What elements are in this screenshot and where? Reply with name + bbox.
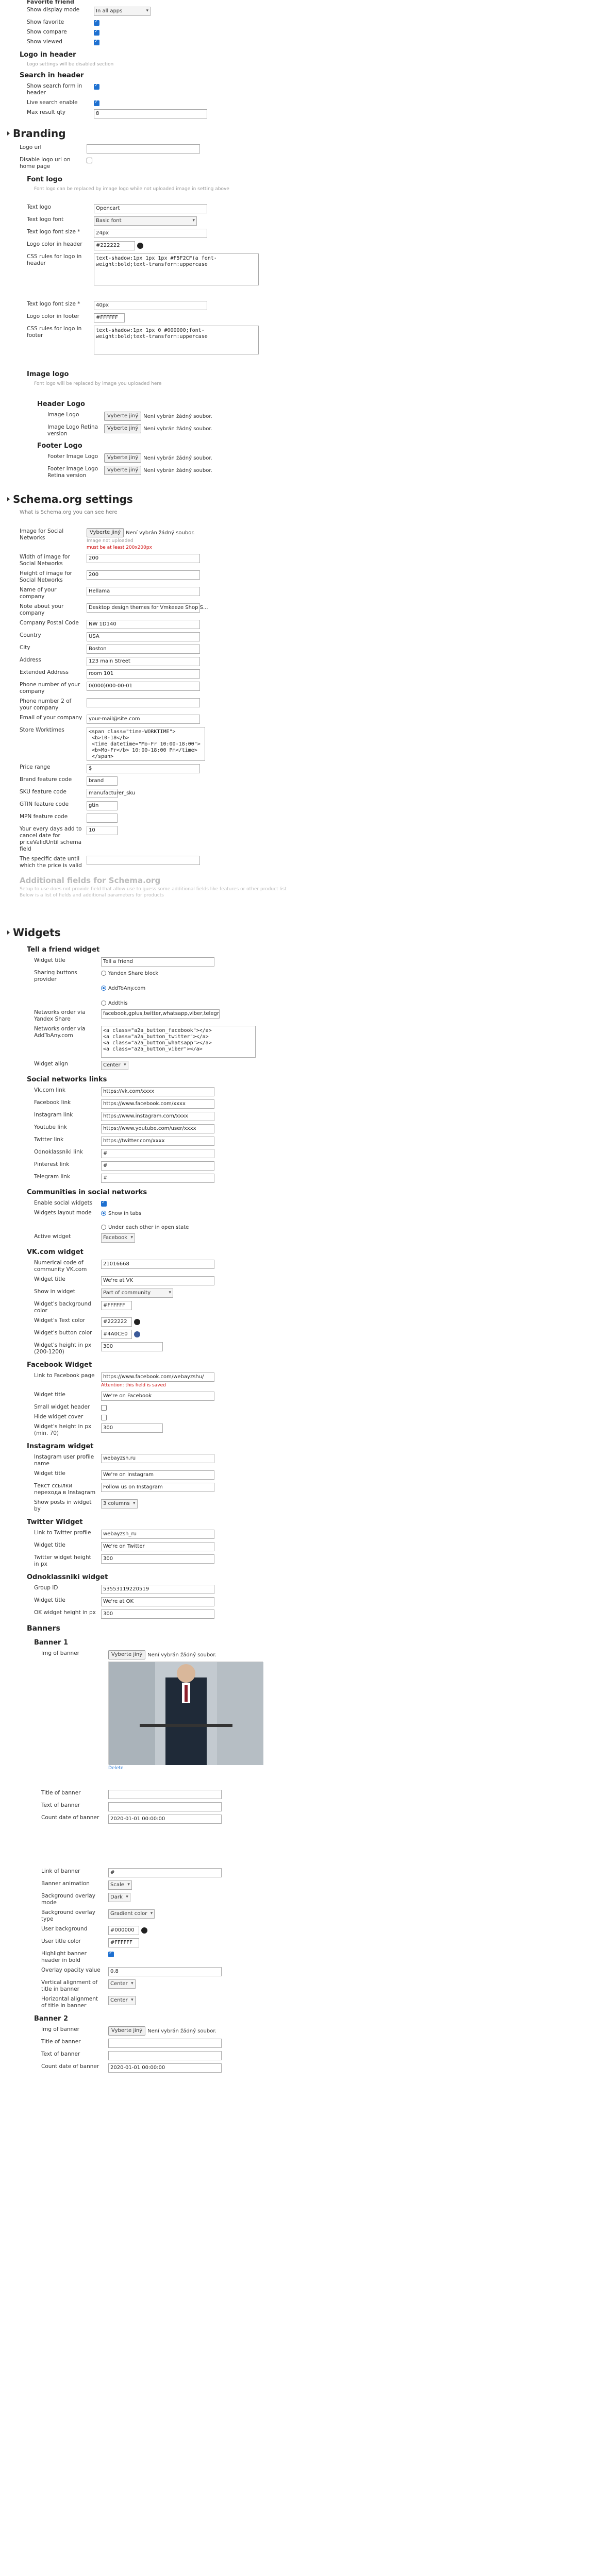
banner1-anim-label: Banner animation	[41, 1880, 90, 1887]
max-result-input[interactable]: 8	[94, 109, 207, 118]
branding-title-row[interactable]	[0, 120, 600, 143]
tg-link-label: Telegram link	[34, 1174, 71, 1180]
show-compare-label: Show compare	[27, 29, 67, 35]
about-label: Note about your company	[20, 603, 64, 616]
layout-opt1-radio[interactable]	[101, 1211, 106, 1216]
header-logo-heading: Header Logo	[37, 400, 85, 408]
banner1-highlight-label: Highlight banner header in bold	[41, 1951, 87, 1963]
widget-align-label: Widget align	[34, 1061, 68, 1067]
image-logo-retina-label: Image Logo Retina version	[47, 424, 98, 437]
banner1-opacity-label: Overlay opacity value	[41, 1967, 101, 1973]
banner2-img-label: Img of banner	[41, 2026, 79, 2032]
disable-logo-checkbox[interactable]	[87, 158, 92, 163]
image-logo-retina-browse-button[interactable]: Vyberte jiný	[104, 424, 141, 433]
fbw-title-label: Widget title	[34, 1392, 65, 1398]
banner1-date-input[interactable]: 2020-01-01 00:00:00	[108, 1815, 222, 1824]
layout-opt2-label: Under each other in open state	[108, 1224, 189, 1230]
igw-follow-label: Текст ссылки перехода в Instagram	[34, 1483, 96, 1496]
font-logo-hint: Font logo can be replaced by image logo while not uploaded image in setting above	[34, 187, 229, 192]
share-provider-label: Sharing buttons provider	[34, 970, 77, 982]
banners-heading: Banners	[27, 1624, 60, 1633]
addl-heading: Additional fields for Schema.org	[20, 876, 161, 885]
banner2-heading: Banner 2	[34, 2015, 68, 2023]
fbw-cover-checkbox[interactable]	[101, 1415, 107, 1420]
days-input[interactable]: 10	[87, 826, 118, 835]
vk-id-input[interactable]: 21016668	[101, 1260, 214, 1269]
tell-heading: Tell a friend widget	[27, 946, 100, 954]
logo-color-header-input[interactable]: #222222	[94, 241, 135, 250]
image-social-no-file: Není vybrán žádný soubor.	[126, 530, 195, 536]
logo-header-heading: Logo in header	[20, 51, 76, 59]
text-logo-size-input[interactable]: 24px	[94, 229, 207, 238]
gtin-label: GTIN feature code	[20, 801, 69, 807]
fb-link-label: Facebook link	[34, 1099, 71, 1106]
tww-height-label: Twitter widget height in px	[34, 1554, 91, 1567]
collapse-triangle-icon	[7, 497, 10, 501]
fbw-cover-label: Hide widget cover	[34, 1414, 84, 1420]
tell-title-label: Widget title	[34, 957, 65, 963]
sku-label: SKU feature code	[20, 789, 66, 795]
image-logo-hint: Font logo will be replaced by image you uploaded here	[34, 381, 162, 386]
text-logo-input[interactable]: Opencart	[94, 204, 207, 213]
image-logo-retina-no-file: Není vybrán žádný soubor.	[143, 426, 212, 432]
color-swatch-icon[interactable]	[141, 1927, 147, 1934]
city-input[interactable]: Boston	[87, 645, 200, 654]
banner-photo-icon	[109, 1662, 263, 1765]
vk-title-label: Widget title	[34, 1276, 65, 1282]
tww-title-input[interactable]: We're on Twitter	[101, 1542, 214, 1551]
banner1-opacity-input[interactable]: 0.8	[108, 1967, 222, 1976]
company-label: Name of your company	[20, 587, 57, 600]
igw-follow-input[interactable]: Follow us on Instagram	[101, 1483, 214, 1492]
banner2-no-file: Není vybrán žádný soubor.	[147, 2028, 216, 2034]
show-search-checkbox[interactable]	[94, 84, 99, 90]
schema-title-row[interactable]	[0, 486, 600, 509]
banner1-link-input[interactable]: #	[108, 1868, 222, 1877]
ok-link-input[interactable]: #	[101, 1149, 214, 1158]
height-input[interactable]: 200	[87, 570, 200, 580]
specific-date-input[interactable]	[87, 856, 200, 865]
vk-id-label: Numerical code of community VK.com	[34, 1260, 87, 1273]
social-heading: Social networks links	[27, 1076, 107, 1083]
banner1-bg-type-label: Background overlay type	[41, 1909, 95, 1922]
css-header-textarea[interactable]: text-shadow:1px 1px 1px #F5F2CF(a font-weight:bold;text-transform:uppercase	[94, 253, 259, 285]
banner1-date-label: Count date of banner	[41, 1815, 99, 1821]
image-logo-heading: Image logo	[27, 370, 69, 378]
fbw-link-label: Link to Facebook page	[34, 1372, 95, 1379]
banner1-valign-select[interactable]: Center ▾	[108, 1979, 136, 1989]
banner1-delete-link[interactable]: Delete	[108, 1766, 124, 1771]
fbw-warning: Attention: this field is saved	[101, 1383, 166, 1388]
footer-logo-no-file: Není vybrán žádný soubor.	[143, 455, 212, 461]
banner1-title-label: Title of banner	[41, 1790, 81, 1796]
email-label: Email of your company	[20, 715, 82, 721]
banner1-bg-mode-label: Background overlay mode	[41, 1893, 95, 1906]
share-opt1-label: Yandex Share block	[108, 970, 159, 976]
enable-social-label: Enable social widgets	[34, 1200, 93, 1206]
igw-photos-label: Show posts in widget by	[34, 1499, 92, 1512]
postal-label: Company Postal Code	[20, 620, 79, 626]
text-logo-size-footer-input[interactable]: 40px	[94, 301, 207, 310]
banner1-user-bg-label: User background	[41, 1926, 88, 1932]
brand-input[interactable]: brand	[87, 776, 118, 786]
vk-title-input[interactable]: We're at VK	[101, 1276, 214, 1285]
fb-link-input[interactable]: https://www.facebook.com/xxxx	[101, 1099, 214, 1109]
color-swatch-icon[interactable]	[134, 1319, 140, 1325]
footer-logo-browse-button[interactable]: Vyberte jiný	[104, 453, 141, 463]
layout-opt1-label: Show in tabs	[108, 1210, 142, 1216]
display-mode-select[interactable]: In all apps ▾	[94, 7, 151, 16]
banner1-user-title-label: User title color	[41, 1938, 81, 1944]
addl-text1: Setup to use does not provide field that allow use to guess some additional fields like features or other product list	[20, 887, 287, 892]
show-compare-checkbox[interactable]	[94, 30, 99, 36]
image-logo-no-file: Není vybrán žádný soubor.	[143, 413, 212, 419]
company-input[interactable]: Hellama	[87, 587, 200, 596]
ok-widget-heading: Odnoklassniki widget	[27, 1573, 108, 1581]
okw-group-label: Group ID	[34, 1585, 58, 1591]
vk-btn-color-input[interactable]: #4A0CE0	[101, 1330, 132, 1339]
igw-title-input[interactable]: We're on Instagram	[101, 1470, 214, 1480]
image-logo-browse-button[interactable]: Vyberte jiný	[104, 412, 141, 421]
show-viewed-checkbox[interactable]	[94, 40, 99, 45]
banner1-text-label: Text of banner	[41, 1802, 80, 1808]
text-logo-size-label: Text logo font size *	[27, 229, 80, 235]
pin-link-label: Pinterest link	[34, 1161, 70, 1167]
banner1-link-label: Link of banner	[41, 1868, 80, 1874]
okw-height-label: OK widget height in px	[34, 1609, 96, 1616]
schema-intro: What is Schema.org you can see here	[20, 510, 118, 515]
tw-link-label: Twitter link	[34, 1137, 64, 1143]
fav-section	[27, 0, 600, 47]
banner1-text-input[interactable]	[108, 1802, 222, 1811]
logo-color-footer-label: Logo color in footer	[27, 313, 80, 319]
vk-show-label: Show in widget	[34, 1289, 75, 1295]
ig-widget-heading: Instagram widget	[27, 1443, 94, 1450]
igw-photos-select[interactable]: 3 columns ▾	[101, 1499, 138, 1509]
share-opt2-radio[interactable]	[101, 986, 106, 991]
logo-url-label: Logo url	[20, 144, 42, 150]
phone-label: Phone number of your company	[20, 682, 80, 694]
address-label: Address	[20, 657, 41, 663]
widgets-title-row[interactable]	[0, 919, 600, 942]
widget-align-select[interactable]: Center ▾	[101, 1061, 128, 1070]
fbw-height-label: Widget's height in px (min. 70)	[34, 1423, 92, 1436]
width-input[interactable]: 200	[87, 554, 200, 563]
active-widget-select[interactable]: Facebook ▾	[101, 1233, 135, 1243]
banner1-img-label: Img of banner	[41, 1650, 79, 1656]
vk-bg-input[interactable]: #FFFFFF	[101, 1301, 132, 1310]
vk-link-label: Vk.com link	[34, 1087, 65, 1093]
banner1-bg-mode-select[interactable]: Dark ▾	[108, 1893, 130, 1902]
price-label: Price range	[20, 764, 51, 770]
vk-height-label: Widget's height in px (200-1200)	[34, 1342, 92, 1355]
banner1-highlight-checkbox[interactable]	[108, 1952, 114, 1957]
fav-heading: Favorite friend	[27, 0, 74, 5]
footer-logo-heading: Footer Logo	[37, 442, 82, 450]
networks-yandex-label: Networks order via Yandex Share	[34, 1009, 86, 1022]
show-search-label: Show search form in header	[27, 83, 82, 96]
banner2-title-input[interactable]	[108, 2039, 222, 2048]
networks-addtoany-label: Networks order via AddToAny.com	[34, 1026, 86, 1039]
logo-color-header-label: Logo color in header	[27, 241, 82, 247]
live-search-label: Live search enable	[27, 99, 78, 106]
share-opt2-label: AddToAny.com	[108, 985, 146, 991]
banner1-halign-select[interactable]: Center ▾	[108, 1996, 136, 2005]
days-label: Your every days add to cancel date for priceValidUntil schema field	[20, 826, 82, 852]
fbw-height-input[interactable]: 300	[101, 1423, 163, 1433]
text-logo-size-footer-label: Text logo font size *	[27, 301, 80, 307]
banner2-text-label: Text of banner	[41, 2051, 80, 2057]
mpn-label: MPN feature code	[20, 814, 68, 820]
collapse-triangle-icon	[7, 131, 10, 135]
banner1-no-file: Není vybrán žádný soubor.	[147, 1652, 216, 1658]
show-favorite-label: Show favorite	[27, 19, 64, 25]
banner1-title-input[interactable]	[108, 1790, 222, 1799]
footer-image-logo-label: Footer Image Logo	[47, 453, 98, 460]
banner2-date-input[interactable]: 2020-01-01 00:00:00	[108, 2063, 222, 2073]
igw-title-label: Widget title	[34, 1470, 65, 1477]
pin-link-input[interactable]: #	[101, 1161, 214, 1171]
vk-btn-color-label: Widget's button color	[34, 1330, 92, 1336]
tww-link-input[interactable]: webayzsh_ru	[101, 1530, 214, 1539]
tw-link-input[interactable]: https://twitter.com/xxxx	[101, 1137, 214, 1146]
worktime-textarea[interactable]: <span class="time-WORKTIME"> <b>10-18</b> <time datetime="Mo-Fr 10:00-18:00"> <b>Mo-Fr</b> 10:00-18:00 Pm</time> </span>	[87, 727, 205, 761]
yt-link-input[interactable]: https://www.youtube.com/user/xxxx	[101, 1124, 214, 1133]
show-viewed-label: Show viewed	[27, 39, 62, 45]
vk-widget-heading: VK.com widget	[27, 1248, 84, 1256]
disable-logo-label: Disable logo url on home page	[20, 157, 71, 170]
country-input[interactable]: USA	[87, 632, 200, 641]
vk-link-input[interactable]: https://vk.com/xxxx	[101, 1087, 214, 1096]
addl-text2: Below is a list of fields and additional parameters for products	[20, 893, 164, 898]
text-logo-font-select[interactable]: Basic font ▾	[94, 216, 197, 226]
image-social-hint: Image not uploaded	[87, 538, 134, 544]
display-mode-label: Show display mode	[27, 7, 80, 13]
width-label: Width of image for Social Networks	[20, 554, 70, 567]
ext-address-input[interactable]: room 101	[87, 669, 200, 679]
ig-link-label: Instagram link	[34, 1112, 73, 1118]
banner2-browse-button[interactable]: Vyberte jiný	[108, 2026, 145, 2036]
sku-input[interactable]: manufacturer_sku	[87, 789, 118, 798]
layout-label: Widgets layout mode	[34, 1210, 92, 1216]
layout-opt2-radio[interactable]	[101, 1225, 106, 1230]
banner1-image	[108, 1662, 263, 1765]
phone2-label: Phone number 2 of your company	[20, 698, 72, 711]
about-input[interactable]: Desktop design themes for Vmkeeze Shop S...	[87, 603, 200, 613]
text-logo-font-label: Text logo font	[27, 216, 64, 223]
branding-title: Branding	[13, 127, 66, 140]
tww-height-input[interactable]: 300	[101, 1554, 214, 1564]
phone2-input[interactable]	[87, 698, 200, 707]
country-label: Country	[20, 632, 41, 638]
show-favorite-checkbox[interactable]	[94, 20, 99, 26]
height-label: Height of image for Social Networks	[20, 570, 72, 583]
active-widget-label: Active widget	[34, 1233, 71, 1240]
banner2-date-label: Count date of banner	[41, 2063, 99, 2070]
fbw-title-input[interactable]: We're on Facebook	[101, 1392, 214, 1401]
worktime-label: Store Worktimes	[20, 727, 64, 733]
okw-title-label: Widget title	[34, 1597, 65, 1603]
widgets-title: Widgets	[13, 926, 61, 939]
tg-link-input[interactable]: #	[101, 1174, 214, 1183]
fbw-small-label: Small widget header	[34, 1404, 90, 1410]
color-swatch-icon[interactable]	[137, 243, 143, 249]
ext-address-label: Extended Address	[20, 669, 69, 675]
live-search-checkbox[interactable]	[94, 100, 99, 106]
phone-input[interactable]: 0(000)000-00-01	[87, 682, 200, 691]
okw-group-input[interactable]: 53553119220519	[101, 1585, 214, 1594]
color-swatch-icon[interactable]	[134, 1331, 140, 1337]
vk-text-color-input[interactable]: #222222	[101, 1317, 132, 1327]
css-header-label: CSS rules for logo in header	[27, 253, 82, 266]
font-logo-heading: Font logo	[27, 176, 62, 183]
igw-user-label: Instagram user profile name	[34, 1454, 94, 1467]
banner1-valign-label: Vertical alignment of title in banner	[41, 1979, 98, 1992]
tww-title-label: Widget title	[34, 1542, 65, 1548]
banner1-bg-type-select[interactable]: Gradient color ▾	[108, 1909, 155, 1919]
networks-addtoany-textarea[interactable]: <a class="a2a_button_facebook"></a> <a class="a2a_button_twitter"></a> <a class="a2a_button_whatsapp"></a> <a class="a2a_button_viber"></a>	[101, 1026, 256, 1058]
collapse-triangle-icon	[7, 930, 10, 935]
ok-link-label: Odnoklassniki link	[34, 1149, 83, 1155]
fbw-link-input[interactable]: https://www.facebook.com/webayzshu/	[101, 1372, 214, 1382]
gtin-input[interactable]: gtin	[87, 801, 118, 810]
banner1-browse-button[interactable]: Vyberte jiný	[108, 1650, 145, 1659]
banner2-text-input[interactable]	[108, 2051, 222, 2060]
banner1-halign-label: Horizontal alignment of title in banner	[41, 1996, 98, 2009]
logo-color-footer-input[interactable]: #FFFFFF	[94, 313, 125, 323]
footer-logo-retina-browse-button[interactable]: Vyberte jiný	[104, 466, 141, 475]
tw-widget-heading: Twitter Widget	[27, 1518, 83, 1526]
okw-height-input[interactable]: 300	[101, 1609, 214, 1619]
search-header-heading: Search in header	[20, 72, 84, 79]
logo-header-hint: Logo settings will be disabled section	[27, 62, 114, 67]
specific-date-label: The specific date until which the price is valid	[20, 856, 82, 869]
fbw-small-checkbox[interactable]	[101, 1405, 107, 1411]
banner1-user-bg-input[interactable]: #000000	[108, 1926, 139, 1935]
tww-link-label: Link to Twitter profile	[34, 1530, 91, 1536]
max-result-label: Max result qty	[27, 109, 66, 115]
postal-input[interactable]: NW 1D140	[87, 620, 200, 629]
city-label: City	[20, 645, 30, 651]
networks-yandex-input[interactable]: facebook,gplus,twitter,whatsapp,viber,telegr	[101, 1009, 220, 1019]
footer-image-logo-retina-label: Footer Image Logo Retina version	[47, 466, 98, 479]
fb-widget-heading: Facebook Widget	[27, 1361, 92, 1369]
share-opt3-label: Addthis	[108, 1000, 128, 1006]
banner1-heading: Banner 1	[34, 1639, 68, 1647]
price-input[interactable]: $	[87, 764, 200, 773]
image-social-warning: must be at least 200x200px	[87, 545, 152, 550]
share-opt3-radio[interactable]	[101, 1001, 106, 1006]
vk-show-select[interactable]: Part of community ▾	[101, 1289, 173, 1298]
email-input[interactable]: your-mail@site.com	[87, 715, 200, 724]
ig-link-input[interactable]: https://www.instagram.com/xxxx	[101, 1112, 214, 1121]
vk-bg-label: Widget's background color	[34, 1301, 91, 1314]
okw-title-input[interactable]: We're at OK	[101, 1597, 214, 1606]
share-opt1-radio[interactable]	[101, 971, 106, 976]
enable-social-checkbox[interactable]	[101, 1201, 107, 1207]
mpn-input[interactable]	[87, 814, 118, 823]
yt-link-label: Youtube link	[34, 1124, 67, 1130]
banner1-anim-select[interactable]: Scale ▾	[108, 1880, 132, 1890]
banner2-title-label: Title of banner	[41, 2039, 81, 2045]
image-social-browse-button[interactable]: Vyberte jiný	[87, 528, 124, 537]
image-logo-label: Image Logo	[47, 412, 79, 418]
text-logo-label: Text logo	[27, 204, 52, 210]
address-input[interactable]: 123 main Street	[87, 657, 200, 666]
comm-heading: Communities in social networks	[27, 1189, 147, 1196]
tell-title-input[interactable]: Tell a friend	[101, 957, 214, 967]
image-social-label: Image for Social Networks	[20, 528, 64, 541]
css-footer-textarea[interactable]: text-shadow:1px 1px 0 #000000;font-weight:bold;text-transform:uppercase	[94, 326, 259, 354]
schema-title: Schema.org settings	[13, 493, 133, 505]
banner1-user-title-input[interactable]: #FFFFFF	[108, 1938, 139, 1947]
css-footer-label: CSS rules for logo in footer	[27, 326, 82, 338]
igw-user-input[interactable]: webayzsh.ru	[101, 1454, 214, 1463]
brand-label: Brand feature code	[20, 776, 72, 783]
logo-url-input[interactable]	[87, 144, 200, 154]
footer-logo-retina-no-file: Není vybrán žádný soubor.	[143, 467, 212, 473]
vk-text-color-label: Widget's Text color	[34, 1317, 86, 1324]
vk-height-input[interactable]: 300	[101, 1342, 163, 1351]
